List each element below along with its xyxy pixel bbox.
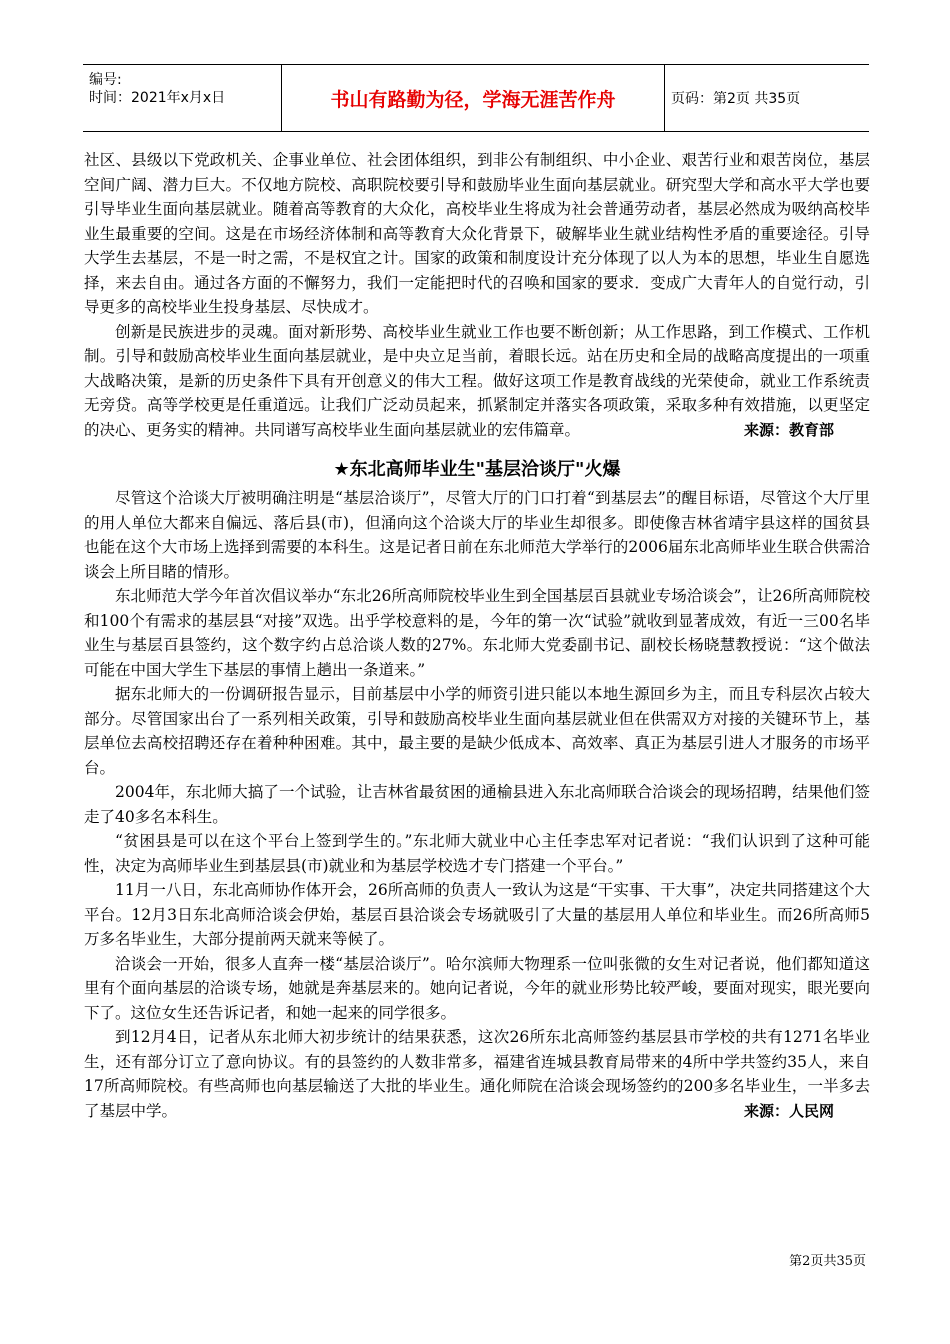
header-date: 时间：2021年x月x日 bbox=[89, 90, 226, 106]
article2-paragraph-6: 11月一八日，东北高师协作体开会，26所高师的负责人一致认为这是“干实事、干大事”，决定共同搭建这个大平台。12月3日东北高师洽谈会伊始，基层百县洽谈会专场就吸引了大量的基层用人单位和毕业生。而26所高师5万多名毕业生，大部分提前两天就来等候了。 bbox=[84, 881, 870, 948]
article2-paragraph-8-text: 到12月4日，记者从东北师大初步统计的结果获悉，这次26所东北高师签约基层县市学校的共有1271名毕业生，还有部分订立了意向协议。有的县签约的人数非常多，福建省连城县教育局带来的4所中学共签约35人，来自17所高师院校。有些高师也向基层输送了大批的毕业生。通化师院在洽谈会现场签约的200多名毕业生，一半多去了基层中学。 bbox=[84, 1028, 870, 1120]
article1-paragraph-2-text: 创新是民族进步的灵魂。面对新形势、高校毕业生就业工作也要不断创新；从工作思路，到工作模式、工作机制。引导和鼓励高校毕业生面向基层就业，是中央立足当前，着眼长远。站在历史和全局的战略高度提出的一项重大战略决策，是新的历史条件下具有开创意义的伟大工程。做好这项工作是教育战线的光荣使命，就业工作系统责无旁贷。高等学校更是任重道远。让我们广泛动员起来，抓紧制定并落实各项政策，采取多种有效措施，以更坚定的决心、更务实的精神。共同谱写高校毕业生面向基层就业的宏伟篇章。 bbox=[84, 322, 870, 439]
article2-paragraph-3: 据东北师大的一份调研报告显示，目前基层中小学的师资引进只能以本地生源回乡为主，而且专科层次占较大部分。尽管国家出台了一系列相关政策，引导和鼓励高校毕业生面向基层就业但在供需双方对接的关键环节上，基层单位去高校招聘还存在着种种困难。其中，最主要的是缺少低成本、高效率、真正为基层引进人才服务的市场平台。 bbox=[84, 685, 870, 777]
article1-source: 来源：教育部 bbox=[743, 420, 834, 439]
document-body bbox=[84, 148, 870, 1123]
article1-paragraph-2 bbox=[84, 320, 870, 443]
article2-paragraph-2: 东北师范大学今年首次倡议举办“东北26所高师院校毕业生到全国基层百县就业专场洽谈会”，让26所高师院校和100个有需求的基层县“对接”双选。出乎学校意料的是，今年的第一次“试验”就收到显著成效，有近一三00名毕业生与基层百县签约，这个数字约占总洽谈人数的27%。东北师大党委副书记、副校长杨晓慧教授说：“这个做法可能在中国大学生下基层的事情上趟出一条道来。” bbox=[84, 587, 870, 679]
article2-source: 来源：人民网 bbox=[743, 1101, 834, 1120]
header-motto: 书山有路勤为径，学海无涯苦作舟 bbox=[281, 65, 665, 131]
page-footer: 第2页共35页 bbox=[789, 1254, 866, 1269]
header-meta bbox=[83, 65, 281, 131]
article1-paragraph-1: 社区、县级以下党政机关、企事业单位、社会团体组织，到非公有制组织、中小企业、艰苦行业和艰苦岗位，基层空间广阔、潜力巨大。不仅地方院校、高职院校要引导和鼓励毕业生面向基层就业。研究型大学和高水平大学也要引导毕业生面向基层就业。随着高等教育的大众化，高校毕业生将成为社会普通劳动者，基层必然成为吸纳高校毕业生最重要的空间。这是在市场经济体制和高等教育大众化背景下，破解毕业生就业结构性矛盾的重要途径。引导大学生去基层，不是一时之需，不是权宜之计。国家的政策和制度设计充分体现了以人为本的思想，毕业生自愿选择，来去自由。通过各方面的不懈努力，我们一定能把时代的召唤和国家的要求．变成广大青年人的自觉行动，引导更多的高校毕业生投身基层、尽快成才。 bbox=[84, 151, 870, 316]
article2-paragraph-1: 尽管这个洽谈大厅被明确注明是“基层洽谈厅”，尽管大厅的门口打着“到基层去”的醒目标语，尽管这个大厅里的用人单位大都来自偏远、落后县(市)，但涌向这个洽谈大厅的毕业生却很多。即使像吉林省靖宇县这样的国贫县也能在这个大市场上选择到需要的本科生。这是记者日前在东北师范大学举行的2006届东北高师毕业生联合供需洽谈会上所目睹的情形。 bbox=[84, 489, 870, 581]
article2-paragraph-4: 2004年，东北师大搞了一个试验，让吉林省最贫困的通榆县进入东北高师联合洽谈会的现场招聘，结果他们签走了40多名本科生。 bbox=[84, 783, 870, 826]
page-header bbox=[83, 64, 869, 132]
header-number: 编号: bbox=[89, 72, 122, 88]
article2-title: ★东北高师毕业生"基层洽谈厅"火爆 bbox=[333, 459, 621, 480]
article2-paragraph-7: 洽谈会一开始，很多人直奔一楼“基层洽谈厅”。哈尔滨师大物理系一位叫张微的女生对记者说，他们都知道这里有个面向基层的洽谈专场，她就是奔基层来的。她向记者说，今年的就业形势比较严峻，要面对现实，眼光要向下了。这位女生还告诉记者，和她一起来的同学很多。 bbox=[84, 954, 870, 1022]
article2-paragraph-5: “贫困县是可以在这个平台上签到学生的。”东北师大就业中心主任李忠军对记者说：“我们认识到了这种可能性，决定为高师毕业生到基层县(市)就业和为基层学校选才专门搭建一个平台。” bbox=[84, 832, 870, 875]
header-page-number: 页码：第2页 共35页 bbox=[671, 91, 801, 107]
article2-paragraph-8 bbox=[84, 1025, 870, 1123]
